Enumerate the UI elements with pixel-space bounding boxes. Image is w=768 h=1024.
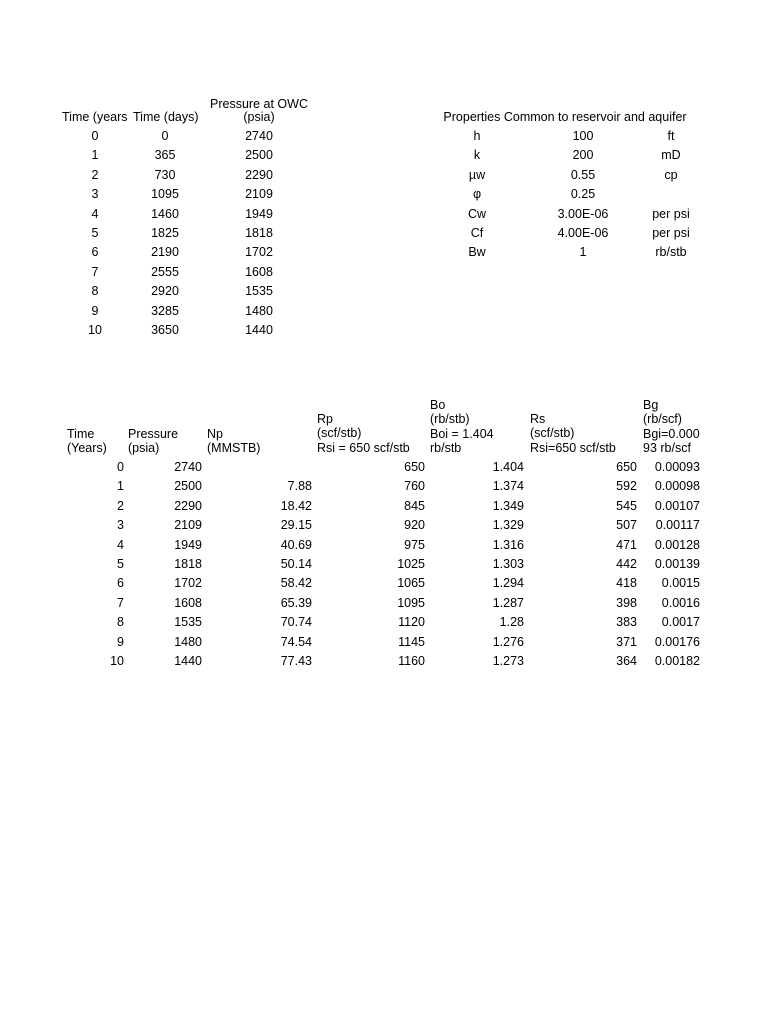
cell-unit: per psi: [652, 226, 690, 240]
cell-rs: 442: [616, 557, 637, 571]
cell-rs: 371: [616, 634, 637, 649]
cell-days: 1095: [151, 187, 179, 202]
cell-property: Bw: [468, 245, 486, 260]
cell-rp: 845: [404, 498, 425, 513]
cell-unit: mD: [661, 148, 681, 163]
t2-header-bo: Bo (rb/stb) Boi = 1.404 rb/stb: [430, 398, 494, 456]
cell-bg: 0.0015: [661, 576, 700, 591]
t1-header-years: Time (years: [62, 110, 128, 124]
cell-bg: 0.0017: [661, 615, 700, 630]
cell-rs: 383: [616, 615, 637, 630]
cell-property: Cf: [470, 226, 484, 240]
t2-header-rp: Rp (scf/stb) Rsi = 650 scf/stb: [317, 412, 410, 455]
cell-property: h: [473, 129, 481, 143]
cell-pressure: 2500: [174, 479, 202, 494]
cell-property: Cw: [467, 206, 487, 221]
cell-years: 2: [91, 167, 99, 182]
cell-pressure: 1702: [174, 576, 202, 591]
cell-days: 2920: [151, 284, 179, 299]
cell-pressure: 1949: [245, 206, 273, 221]
cell-years: 1: [91, 148, 99, 163]
cell-rs: 545: [616, 498, 637, 513]
cell-days: 1825: [151, 226, 179, 240]
cell-pressure: 1949: [174, 537, 202, 552]
cell-value: 4.00E-06: [557, 226, 609, 240]
cell-pressure: 2740: [174, 460, 202, 474]
cell-days: 3650: [151, 323, 179, 337]
cell-unit: per psi: [652, 206, 690, 221]
cell-pressure: 1535: [245, 284, 273, 299]
cell-years: 4: [91, 206, 99, 221]
cell-rp: 1095: [397, 595, 425, 610]
t2-header-bg: Bg (rb/scf) Bgi=0.000 93 rb/scf: [643, 398, 700, 456]
cell-rs: 592: [616, 479, 637, 494]
cell-pressure: 1608: [245, 264, 273, 279]
cell-rp: 1065: [397, 576, 425, 591]
cell-np: 50.14: [280, 557, 312, 571]
cell-pressure: 1440: [245, 323, 273, 337]
cell-pressure: 2500: [245, 148, 273, 163]
cell-years: 7: [91, 264, 99, 279]
cell-rp: 1160: [398, 654, 425, 668]
cell-time: 6: [117, 576, 124, 591]
cell-np: 65.39: [280, 595, 312, 610]
properties-title: Properties Common to reservoir and aquifer: [443, 110, 687, 124]
t2-header-np: Np (MMSTB): [207, 427, 261, 456]
t1-header-days: Time (days): [133, 110, 199, 124]
cell-np: 18.42: [280, 498, 312, 513]
cell-rp: 1025: [397, 557, 425, 571]
cell-days: 365: [154, 148, 176, 163]
cell-rp: 650: [404, 460, 425, 474]
cell-pressure: 2290: [174, 498, 202, 513]
cell-bg: 0.00117: [655, 518, 700, 533]
cell-np: 40.69: [280, 537, 312, 552]
cell-property: φ: [472, 187, 482, 202]
cell-years: 10: [88, 323, 102, 337]
cell-bg: 0.00107: [654, 498, 700, 513]
cell-years: 6: [91, 245, 99, 260]
cell-bo: 1.329: [492, 518, 524, 533]
cell-rs: 364: [616, 654, 637, 668]
cell-pressure: 1480: [245, 303, 273, 318]
cell-years: 0: [91, 129, 99, 143]
cell-days: 3285: [151, 303, 179, 318]
cell-pressure: 2109: [174, 518, 202, 533]
t1-header-pressure-line1: Pressure at OWC: [210, 97, 308, 111]
cell-property: µw: [468, 167, 486, 182]
cell-pressure: 1818: [174, 557, 202, 571]
cell-value: 0.25: [570, 187, 596, 202]
cell-bo: 1.349: [492, 498, 524, 513]
t2-header-rs: Rs (scf/stb) Rsi=650 scf/stb: [530, 412, 616, 455]
cell-time: 4: [117, 537, 124, 552]
cell-bo: 1.374: [492, 479, 524, 494]
cell-rs: 507: [616, 518, 637, 533]
cell-bg: 0.00139: [654, 557, 700, 571]
cell-np: 77.43: [280, 654, 312, 668]
cell-time: 8: [117, 615, 124, 630]
cell-value: 100: [572, 129, 594, 143]
cell-rs: 650: [616, 460, 637, 474]
cell-value: 3.00E-06: [557, 206, 609, 221]
cell-days: 730: [154, 167, 176, 182]
cell-bo: 1.273: [492, 654, 524, 668]
cell-days: 2190: [151, 245, 179, 260]
cell-bo: 1.404: [492, 460, 524, 474]
cell-unit: ft: [667, 129, 675, 143]
cell-years: 8: [91, 284, 99, 299]
cell-bg: 0.00098: [654, 479, 700, 494]
cell-unit: cp: [664, 167, 678, 182]
cell-rp: 1120: [398, 615, 425, 630]
cell-bg: 0.0016: [661, 595, 700, 610]
cell-bg: 0.00176: [654, 634, 700, 649]
cell-time: 2: [117, 498, 124, 513]
cell-np: 7.88: [287, 479, 312, 494]
cell-bg: 0.00182: [654, 654, 700, 668]
cell-years: 5: [91, 226, 99, 240]
cell-time: 3: [117, 518, 124, 533]
cell-bo: 1.287: [492, 595, 524, 610]
cell-rs: 418: [616, 576, 637, 591]
cell-pressure: 2740: [245, 129, 273, 143]
cell-time: 1: [117, 479, 124, 494]
cell-days: 1460: [151, 206, 179, 221]
cell-rp: 975: [404, 537, 425, 552]
cell-unit: rb/stb: [655, 245, 687, 260]
cell-years: 3: [91, 187, 99, 202]
cell-rp: 760: [404, 479, 425, 494]
cell-pressure: 1440: [174, 654, 202, 668]
cell-rs: 471: [616, 537, 637, 552]
cell-pressure: 2290: [245, 167, 273, 182]
cell-pressure: 2109: [245, 187, 273, 202]
cell-time: 9: [117, 634, 124, 649]
cell-bg: 0.00093: [654, 460, 700, 474]
cell-rp: 920: [404, 518, 425, 533]
cell-pressure: 1480: [174, 634, 202, 649]
cell-value: 1: [579, 245, 587, 260]
cell-property: k: [473, 148, 481, 163]
cell-bg: 0.00128: [654, 537, 700, 552]
cell-value: 200: [572, 148, 594, 163]
cell-years: 9: [91, 303, 99, 318]
cell-days: 2555: [151, 264, 179, 279]
cell-time: 10: [110, 654, 124, 668]
cell-bo: 1.28: [499, 615, 524, 630]
cell-rp: 1145: [398, 634, 425, 649]
cell-bo: 1.316: [492, 537, 524, 552]
cell-bo: 1.294: [492, 576, 524, 591]
cell-value: 0.55: [570, 167, 596, 182]
cell-rs: 398: [616, 595, 637, 610]
cell-np: 70.74: [280, 615, 312, 630]
t2-header-pressure: Pressure (psia): [128, 427, 179, 456]
t1-header-pressure-line2: (psia): [243, 110, 275, 124]
cell-days: 0: [161, 129, 169, 143]
t2-header-time: Time (Years): [67, 427, 107, 456]
cell-time: 5: [117, 557, 124, 571]
cell-pressure: 1608: [174, 595, 202, 610]
cell-pressure: 1702: [245, 245, 273, 260]
cell-time: 0: [117, 460, 124, 474]
cell-pressure: 1818: [245, 226, 273, 240]
cell-np: 58.42: [280, 576, 312, 591]
cell-pressure: 1535: [174, 615, 202, 630]
cell-np: 74.54: [280, 634, 312, 649]
cell-time: 7: [117, 595, 124, 610]
cell-bo: 1.276: [492, 634, 524, 649]
cell-np: 29.15: [280, 518, 312, 533]
cell-bo: 1.303: [492, 557, 524, 571]
